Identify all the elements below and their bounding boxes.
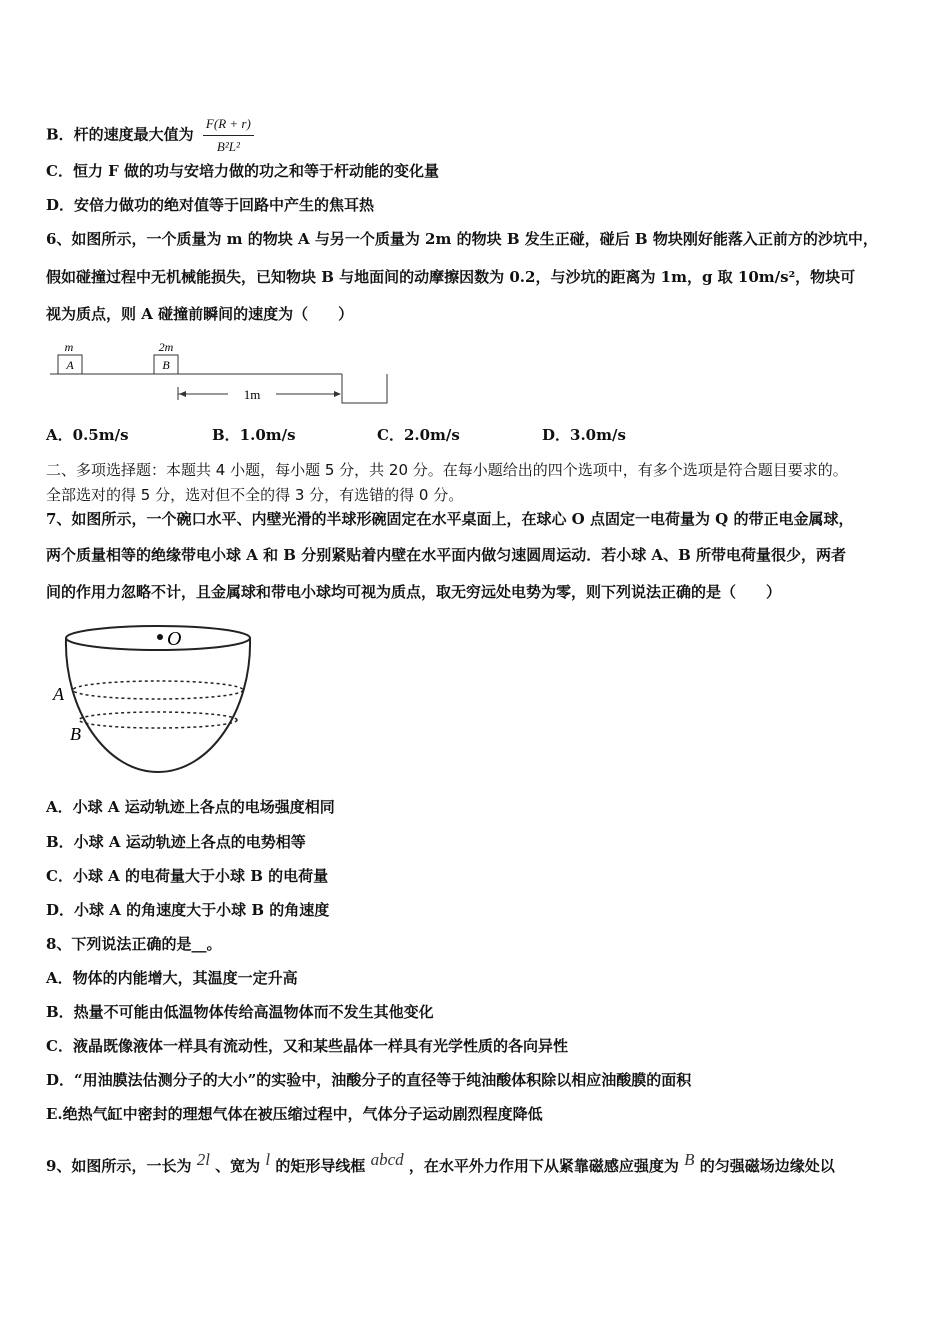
q6-collision-figure xyxy=(46,336,396,408)
center-point-o xyxy=(157,634,163,640)
arrow-left-icon xyxy=(179,391,186,397)
q7-bowl-figure xyxy=(46,620,266,780)
block-a-mass: m xyxy=(64,340,74,354)
q8-stem: 8、下列说法正确的是__。 xyxy=(46,935,222,953)
block-a-label: A xyxy=(66,358,74,372)
q9-text-4: ，在水平外力作用下从紧靠磁感应强度为 xyxy=(408,1157,679,1175)
q9-var-abcd: abcd xyxy=(370,1150,404,1169)
sand-pit xyxy=(342,374,387,403)
label-o: O xyxy=(167,628,182,650)
q9-text-3: 的矩形导线框 xyxy=(275,1157,366,1175)
q9-stem xyxy=(46,1150,835,1176)
q5-fraction-denominator: B²L² xyxy=(216,139,240,154)
q8-option-b: B．热量不可能由低温物体传给高温物体而不发生其他变化 xyxy=(46,1003,434,1021)
q8-option-a: A．物体的内能增大，其温度一定升高 xyxy=(46,969,298,987)
q5-option-b-text: B．杆的速度最大值为 xyxy=(46,125,194,144)
arrow-right-icon xyxy=(334,391,341,397)
label-a: A xyxy=(53,684,64,704)
q9-text-1: 9、如图所示，一长为 xyxy=(46,1157,192,1175)
q9-text-2: 、宽为 xyxy=(215,1157,261,1175)
q9-text-5: 的匀强磁场边缘处以 xyxy=(699,1157,835,1175)
q7-option-d: D．小球 A 的角速度大于小球 B 的角速度 xyxy=(46,901,330,919)
q9-var-2l: 2l xyxy=(196,1150,210,1169)
q9-var-l: l xyxy=(265,1150,271,1169)
orbit-a xyxy=(73,681,243,699)
section2-line1: 二、多项选择题：本题共 4 小题，每小题 5 分，共 20 分。在每小题给出的四个选项中，有多个选项是符合题目要求的。 xyxy=(46,461,848,479)
q7-option-c: C．小球 A 的电荷量大于小球 B 的电荷量 xyxy=(46,867,329,885)
block-b-label: B xyxy=(162,358,170,372)
q7-stem-line1: 7、如图所示，一个碗口水平、内壁光滑的半球形碗固定在水平桌面上，在球心 O 点固定一电荷量为 Q 的带正电金属球， xyxy=(46,510,854,528)
distance-label: 1m xyxy=(243,387,261,402)
q6-stem-line2: 假如碰撞过程中无机械能损失，已知物块 B 与地面间的动摩擦因数为 0.2，与沙坑的距离为 1m，g 取 10m/s²，物块可 xyxy=(46,268,856,286)
q6-option-b: B．1.0m/s xyxy=(212,426,296,444)
label-b: B xyxy=(70,724,81,744)
q6-stem-line1: 6、如图所示，一个质量为 m 的物块 A 与另一个质量为 2m 的物块 B 发生正碰，碰后 B 物块刚好能落入正前方的沙坑中， xyxy=(46,230,878,248)
bowl-body xyxy=(66,638,250,772)
q6-stem-line3: 视为质点，则 A 碰撞前瞬间的速度为（ ） xyxy=(46,305,354,323)
q7-stem-line2: 两个质量相等的绝缘带电小球 A 和 B 分别紧贴着内壁在水平面内做匀速圆周运动．若小球 A、B 所带电荷量很少，两者 xyxy=(46,546,846,564)
section2-line2: 全部选对的得 5 分，选对但不全的得 3 分，有选错的得 0 分。 xyxy=(46,486,464,504)
q5-option-c: C．恒力 F 做的功与安培力做的功之和等于杆动能的变化量 xyxy=(46,162,440,180)
q7-option-a: A．小球 A 运动轨迹上各点的电场强度相同 xyxy=(46,798,335,816)
q9-var-b: B xyxy=(684,1150,695,1169)
q5-option-b xyxy=(46,114,254,157)
q8-option-d: D．“用油膜法估测分子的大小”的实验中，油酸分子的直径等于纯油酸体积除以相应油酸膜的面积 xyxy=(46,1071,692,1089)
q8-option-c: C．液晶既像液体一样具有流动性，又和某些晶体一样具有光学性质的各向异性 xyxy=(46,1037,568,1055)
q5-option-d: D．安倍力做功的绝对值等于回路中产生的焦耳热 xyxy=(46,196,375,214)
block-b-mass: 2m xyxy=(158,340,174,354)
q7-stem-line3: 间的作用力忽略不计，且金属球和带电小球均可视为质点，取无穷远处电势为零，则下列说法正确的是（ ） xyxy=(46,583,782,601)
q5-fraction xyxy=(203,114,254,157)
q8-option-e: E.绝热气缸中密封的理想气体在被压缩过程中，气体分子运动剧烈程度降低 xyxy=(46,1105,543,1123)
q6-option-a: A．0.5m/s xyxy=(46,426,129,444)
q5-fraction-numerator: F(R + r) xyxy=(203,114,254,136)
q7-option-b: B．小球 A 运动轨迹上各点的电势相等 xyxy=(46,833,306,851)
orbit-b xyxy=(79,712,237,728)
q6-option-c: C．2.0m/s xyxy=(377,426,460,444)
q6-option-d: D．3.0m/s xyxy=(542,426,626,444)
